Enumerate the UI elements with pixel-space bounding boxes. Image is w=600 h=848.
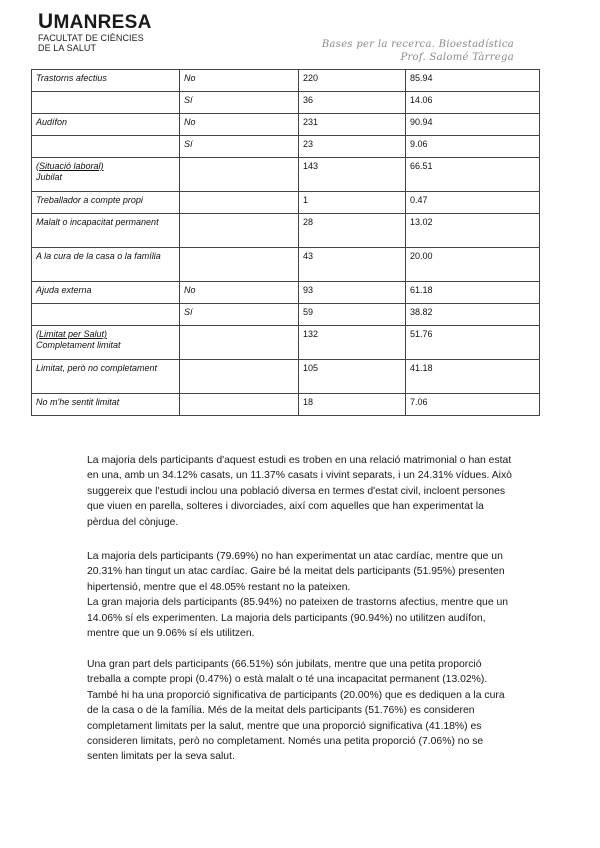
row-count: 220 [299, 70, 406, 92]
row-percent: 90.94 [406, 114, 540, 136]
row-count: 143 [299, 158, 406, 192]
paragraph-marital-status [87, 453, 517, 530]
row-percent: 20.00 [406, 248, 540, 282]
table-row [32, 158, 540, 192]
row-label [32, 136, 180, 158]
row-category: No [180, 114, 299, 136]
table-row [32, 304, 540, 326]
row-label: A la cura de la casa o la família [32, 248, 180, 282]
row-label: Jubilat [36, 172, 63, 182]
row-count: 231 [299, 114, 406, 136]
row-percent: 0.47 [406, 192, 540, 214]
row-count: 59 [299, 304, 406, 326]
logo-faculty-line-1: FACULTAT DE CIÈNCIES [38, 33, 144, 43]
row-category [180, 360, 299, 394]
row-count: 23 [299, 136, 406, 158]
row-label [32, 92, 180, 114]
row-count: 1 [299, 192, 406, 214]
row-category [180, 394, 299, 416]
row-percent: 41.18 [406, 360, 540, 394]
row-percent: 66.51 [406, 158, 540, 192]
row-percent: 13.02 [406, 214, 540, 248]
row-percent: 51.76 [406, 326, 540, 360]
row-category [180, 192, 299, 214]
row-count: 93 [299, 282, 406, 304]
row-percent: 85.94 [406, 70, 540, 92]
row-category: Sí [180, 136, 299, 158]
table-row [32, 248, 540, 282]
paragraph-text: La majoria dels participants d'aquest estudi es troben en una relació matrimonial o han estat en una, amb un 34.12% casats, un 11.37% casats i vivint separats, i un 24.31% vídues. Això suggereix que l'estudi inclou una població diversa en termes d'estat civil, incloent persones que viuen en parella, solteres i divorciades, així com aquelles que han experimentat la pèrdua del cònjuge. [87, 455, 512, 528]
course-title: Bases per la recerca. Bioestadística [321, 39, 514, 50]
page-header [322, 38, 514, 64]
row-label [32, 304, 180, 326]
row-label: Limitat, però no completament [32, 360, 180, 394]
row-category: Sí [180, 92, 299, 114]
frequency-table [31, 69, 540, 416]
row-label: Malalt o incapacitat permanent [32, 214, 180, 248]
row-count: 28 [299, 214, 406, 248]
row-category [180, 158, 299, 192]
logo-name: MANRESA [53, 12, 152, 33]
row-percent: 9.06 [406, 136, 540, 158]
row-category: No [180, 70, 299, 92]
logo-faculty-line-2: DE LA SALUT [38, 43, 97, 53]
row-category [180, 326, 299, 360]
table-row [32, 282, 540, 304]
row-count: 18 [299, 394, 406, 416]
paragraph-health-conditions [87, 549, 517, 641]
table-row [32, 214, 540, 248]
paragraph-text: La majoria dels participants (79.69%) no han experimentat un atac cardíac, mentre que un 20.31% han tingut un atac cardíac. Gaire bé la meitat dels participants (51.95%) presenten hipertensió, mentre que el 48.05% restant no la pateixen. [87, 551, 505, 593]
row-label-group [32, 158, 180, 192]
row-percent: 14.06 [406, 92, 540, 114]
row-count: 105 [299, 360, 406, 394]
row-category [180, 248, 299, 282]
row-category: Sí [180, 304, 299, 326]
row-percent: 38.82 [406, 304, 540, 326]
table-row [32, 360, 540, 394]
logo-u: U [38, 10, 54, 33]
paragraph-text: La gran majoria dels participants (85.94%) no pateixen de trastorns afectius, mentre que un 14.06% sí els experimenten. La majoria dels participants (90.94%) no utilitzen audífon, mentre que un 9.06% sí els utilitzen. [87, 597, 509, 640]
row-category: No [180, 282, 299, 304]
table-row [32, 136, 540, 158]
paragraph-text: Una gran part dels participants (66.51%) són jubilats, mentre que una petita proporció treballa a compte propi (0.47%) o està malalt o té una incapacitat permanent (13.02%). També hi ha una proporció significativa de participants (20.00%) que es dediquen a la cura de la casa o de la família. Més de la meitat dels participants (51.76%) es consideren completament limitats per la salut, mentre que una proporció significativa (41.18%) es consideren limitats, però no completament. Només una petita proporció (7.06%) no se senten limitats per la seva salut. [87, 659, 505, 763]
table-row [32, 394, 540, 416]
row-label: Ajuda externa [32, 282, 180, 304]
row-count: 132 [299, 326, 406, 360]
row-category [180, 214, 299, 248]
university-logo [38, 12, 152, 53]
row-label: Treballador a compte propi [32, 192, 180, 214]
row-percent: 7.06 [406, 394, 540, 416]
row-label: Completament limitat [36, 340, 121, 350]
row-percent: 61.18 [406, 282, 540, 304]
paragraph-employment-limitation [87, 657, 517, 765]
table-row [32, 92, 540, 114]
row-label: No m'he sentit limitat [32, 394, 180, 416]
table-row [32, 70, 540, 92]
row-count: 36 [299, 92, 406, 114]
row-label: Trastorns afectius [32, 70, 180, 92]
row-count: 43 [299, 248, 406, 282]
row-label: Audífon [32, 114, 180, 136]
logo-wordmark [38, 12, 152, 33]
professor-name: Prof. Salomé Tàrrega [400, 52, 514, 63]
table-row [32, 114, 540, 136]
section-heading: (Limitat per Salut) [36, 329, 108, 339]
table-row [32, 192, 540, 214]
row-label-group [32, 326, 180, 360]
table-row [32, 326, 540, 360]
section-heading: (Situació laboral) [36, 161, 104, 171]
